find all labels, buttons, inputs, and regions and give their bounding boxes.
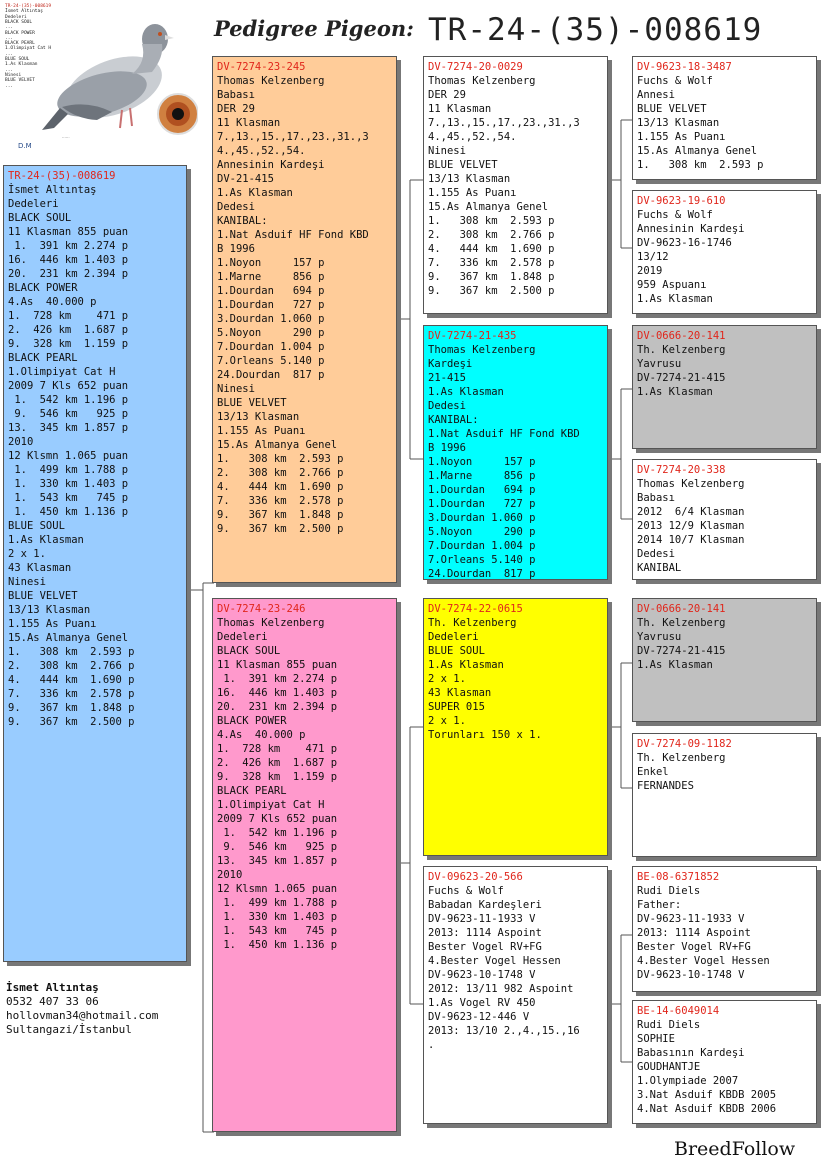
pedigree-line: Thomas Kelzenberg: [637, 478, 745, 490]
sire-sire-sire-card[interactable]: [632, 56, 817, 180]
pedigree-line: DV-21-415: [217, 173, 274, 185]
logo-mini-line: 1.As Klasman: [5, 62, 38, 68]
pedigree-line: Babası: [637, 492, 675, 504]
logo-mini-line: TR-24-(35)-008619: [5, 4, 52, 9]
pedigree-line: Th. Kelzenberg: [428, 617, 517, 629]
pedigree-line: 13/13 Klasman: [8, 604, 91, 616]
pedigree-line: 1.As Klasman: [637, 386, 713, 398]
pedigree-line: Dedesi: [637, 548, 675, 560]
logo-mini-line: ...: [5, 25, 14, 31]
pedigree-line: 4. 444 km 1.690 p: [8, 674, 135, 686]
pedigree-line: Dedeleri: [217, 631, 268, 643]
sire-dam-sire-card[interactable]: [632, 325, 817, 449]
pedigree-line: 43 Klasman: [8, 562, 72, 574]
page-title: Pedigree Pigeon:: [214, 16, 414, 41]
pedigree-line: 1. 308 km 2.593 p: [637, 159, 764, 171]
pedigree-line: DER 29: [217, 103, 255, 115]
pedigree-line: 9. 367 km 1.848 p: [8, 702, 135, 714]
pedigree-line: FERNANDES: [637, 780, 694, 792]
pedigree-line: Torunları 150 x 1.: [428, 729, 542, 741]
pedigree-line: 1.Noyon 157 p: [428, 456, 536, 468]
pedigree-line: 7.Dourdan 1.004 p: [428, 540, 536, 552]
owner-location: Sultangazi/İstanbul: [6, 1023, 132, 1036]
pedigree-line: 1. 308 km 2.593 p: [8, 646, 135, 658]
pedigree-line: 1.Dourdan 727 p: [217, 299, 325, 311]
svg-text:D.M: D.M: [18, 142, 32, 150]
pedigree-line: 1.155 As Puanı: [637, 131, 726, 143]
pedigree-line: GOUDHANTJE: [637, 1061, 701, 1073]
pedigree-line: 1.Dourdan 694 p: [428, 484, 536, 496]
pedigree-line: 15.As Almanya Genel: [637, 145, 758, 157]
pedigree-line: 13/13 Klasman: [217, 411, 300, 423]
logo-mini-line: ...: [5, 67, 14, 73]
pedigree-line: 1. 728 km 471 p: [217, 743, 338, 755]
pedigree-line: 1. 543 km 745 p: [8, 492, 129, 504]
owner-name: İsmet Altıntaş: [6, 981, 99, 994]
pedigree-line: 24.Dourdan 817 p: [428, 568, 536, 580]
logo-mini-line: ...: [5, 51, 14, 57]
pedigree-line: 2013 12/9 Klasman: [637, 520, 745, 532]
pedigree-line: Enkel: [637, 766, 669, 778]
pedigree-line: 1.Marne 856 p: [217, 271, 325, 283]
pedigree-line: Rudi Diels: [637, 885, 701, 897]
pedigree-line: 1.Olympiade 2007: [637, 1075, 739, 1087]
pedigree-line: 2. 308 km 2.766 p: [217, 467, 344, 479]
pedigree-line: B 1996: [217, 243, 255, 255]
pedigree-line: 2013: 1114 Aspoint: [637, 927, 751, 939]
pedigree-line: 21-415: [428, 372, 466, 384]
pedigree-line: Fuchs & Wolf: [637, 209, 713, 221]
pedigree-line: 4.Bester Vogel Hessen: [637, 955, 770, 967]
pedigree-line: 4.Nat Asduif KBDB 2006: [637, 1103, 777, 1115]
pedigree-line: DV-9623-10-1748 V: [637, 969, 745, 981]
pedigree-line: 15.As Almanya Genel: [8, 632, 129, 644]
logo-mini-line: Ninesi: [5, 72, 22, 78]
logo-mini-line: BLACK SOUL: [5, 19, 33, 25]
pedigree-line: BLUE VELVET: [217, 397, 287, 409]
logo-mini-line: ...: [5, 35, 14, 41]
pedigree-line: 1.As Klasman: [428, 659, 504, 671]
logo-mini-line: BLUE SOUL: [5, 57, 30, 62]
ring-number: TR-24-(35)-008619: [8, 170, 116, 182]
pedigree-line: Dedesi: [428, 400, 466, 412]
dam-sire-sire-card[interactable]: [632, 598, 817, 722]
pedigree-line: Ninesi: [217, 383, 255, 395]
pedigree-line: B 1996: [428, 442, 466, 454]
pedigree-line: 1. 450 km 1.136 p: [217, 939, 338, 951]
pedigree-line: SOPHIE: [637, 1033, 675, 1045]
pedigree-line: DV-9623-10-1748 V: [428, 969, 536, 981]
pedigree-line: DV-7274-21-415: [637, 645, 726, 657]
pedigree-line: KANIBAL:: [428, 414, 479, 426]
subject-ring-number: TR-24-(35)-008619: [428, 12, 763, 48]
pedigree-line: İsmet Altıntaş: [8, 184, 97, 196]
ring-number: DV-9623-18-3487: [637, 61, 732, 73]
pedigree-line: 1. 330 km 1.403 p: [8, 478, 129, 490]
pedigree-line: Fuchs & Wolf: [637, 75, 713, 87]
pedigree-line: 13/13 Klasman: [428, 173, 511, 185]
pedigree-line: 9. 328 km 1.159 p: [8, 338, 129, 350]
pedigree-line: 1.Olimpiyat Cat H: [8, 366, 116, 378]
pedigree-line: Th. Kelzenberg: [637, 344, 726, 356]
pedigree-line: 11 Klasman: [217, 117, 281, 129]
pedigree-line: Dedesi: [217, 201, 255, 213]
ring-number: DV-7274-22-0615: [428, 603, 523, 615]
pedigree-line: 2012: 13/11 982 Aspoint: [428, 983, 574, 995]
pedigree-line: 9. 367 km 2.500 p: [8, 716, 135, 728]
pedigree-line: 2010: [217, 869, 243, 881]
pedigree-line: 9. 367 km 2.500 p: [428, 285, 555, 297]
pedigree-line: BLUE SOUL: [428, 645, 485, 657]
pedigree-line: 20. 231 km 2.394 p: [217, 701, 338, 713]
svg-text:......: ......: [62, 134, 70, 139]
pedigree-line: 3.Dourdan 1.060 p: [217, 313, 325, 325]
pedigree-line: 12 Klsmn 1.065 puan: [8, 450, 129, 462]
pedigree-line: 4. 444 km 1.690 p: [217, 481, 344, 493]
pedigree-line: Babadan Kardeşleri: [428, 899, 542, 911]
pedigree-line: Yavrusu: [637, 358, 682, 370]
pedigree-line: 2012 6/4 Klasman: [637, 506, 745, 518]
pedigree-line: 12 Klsmn 1.065 puan: [217, 883, 338, 895]
pedigree-line: 1. 543 km 745 p: [217, 925, 338, 937]
pedigree-line: Annesinin Kardeşi: [217, 159, 325, 171]
dam-dam-card[interactable]: [423, 866, 608, 1124]
dam-card[interactable]: [212, 598, 397, 1132]
pedigree-line: DV-9623-12-446 V: [428, 1011, 530, 1023]
pedigree-line: 2 x 1.: [428, 715, 466, 727]
pedigree-line: 1.As Vogel RV 450: [428, 997, 536, 1009]
pedigree-line: Dedeleri: [8, 198, 59, 210]
pedigree-line: DER 29: [428, 89, 466, 101]
pedigree-line: 13/12: [637, 251, 669, 263]
pedigree-line: 3.Nat Asduif KBDB 2005: [637, 1089, 777, 1101]
pedigree-line: 1.155 As Puanı: [217, 425, 306, 437]
pedigree-line: Annesinin Kardeşi: [637, 223, 745, 235]
dam-sire-dam-card[interactable]: [632, 733, 817, 857]
pedigree-line: 20. 231 km 2.394 p: [8, 268, 129, 280]
dam-sire-card[interactable]: [423, 598, 608, 856]
pedigree-line: 1. 391 km 2.274 p: [217, 673, 338, 685]
sire-sire-card[interactable]: [423, 56, 608, 314]
pedigree-line: 11 Klasman 855 puan: [8, 226, 129, 238]
pedigree-line: 4.Bester Vogel Hessen: [428, 955, 561, 967]
pedigree-line: 2013: 1114 Aspoint: [428, 927, 542, 939]
dam-dam-sire-card[interactable]: [632, 866, 817, 992]
pedigree-line: 9. 367 km 1.848 p: [217, 509, 344, 521]
ring-number: DV-7274-23-246: [217, 603, 306, 615]
pedigree-line: 1. 330 km 1.403 p: [217, 911, 338, 923]
pedigree-line: 1.155 As Puanı: [428, 187, 517, 199]
pedigree-line: 2009 7 Kls 652 puan: [217, 813, 338, 825]
pedigree-line: 1.Olimpiyat Cat H: [217, 799, 325, 811]
pedigree-line: 2. 308 km 2.766 p: [8, 660, 135, 672]
pedigree-line: 4. 444 km 1.690 p: [428, 243, 555, 255]
sire-dam-card[interactable]: [423, 325, 608, 580]
pedigree-line: Th. Kelzenberg: [637, 752, 726, 764]
pedigree-line: 1.Noyon 157 p: [217, 257, 325, 269]
pedigree-line: 11 Klasman 855 puan: [217, 659, 338, 671]
pedigree-line: Thomas Kelzenberg: [217, 75, 325, 87]
pedigree-line: 7. 336 km 2.578 p: [8, 688, 135, 700]
pedigree-line: BLUE VELVET: [8, 590, 78, 602]
pedigree-line: 13. 345 km 1.857 p: [217, 855, 338, 867]
pedigree-line: 9. 328 km 1.159 p: [217, 771, 338, 783]
pedigree-line: BLACK SOUL: [217, 645, 281, 657]
pedigree-line: Yavrusu: [637, 631, 682, 643]
pedigree-line: BLACK PEARL: [217, 785, 287, 797]
logo-mini-line: Dedeleri: [5, 14, 27, 20]
pedigree-line: 4.As 40.000 p: [217, 729, 306, 741]
pedigree-line: 7.Orleans 5.140 p: [217, 355, 325, 367]
pedigree-line: BLUE VELVET: [428, 159, 498, 171]
pedigree-line: 1. 499 km 1.788 p: [217, 897, 338, 909]
pedigree-line: 16. 446 km 1.403 p: [8, 254, 129, 266]
pedigree-line: 9. 546 km 925 p: [8, 408, 129, 420]
pedigree-line: 2010: [8, 436, 34, 448]
ring-number: DV-7274-09-1182: [637, 738, 732, 750]
pedigree-line: 1. 499 km 1.788 p: [8, 464, 129, 476]
pedigree-line: 1. 542 km 1.196 p: [8, 394, 129, 406]
pedigree-line: 1.As Klasman: [217, 187, 293, 199]
ring-number: BE-14-6049014: [637, 1005, 720, 1017]
pedigree-line: 1.Marne 856 p: [428, 470, 536, 482]
pedigree-line: Ninesi: [428, 145, 466, 157]
pedigree-line: 2. 308 km 2.766 p: [428, 229, 555, 241]
pedigree-line: Annesi: [637, 89, 675, 101]
logo-mini-line: BLACK POWER: [5, 30, 35, 36]
pedigree-line: 7.Dourdan 1.004 p: [217, 341, 325, 353]
pedigree-line: DV-9623-16-1746: [637, 237, 732, 249]
pedigree-line: 2013: 13/10 2.,4.,15.,16: [428, 1025, 580, 1037]
ring-number: DV-0666-20-141: [637, 603, 726, 615]
pedigree-line: 4.As 40.000 p: [8, 296, 97, 308]
pedigree-line: 1.Dourdan 727 p: [428, 498, 536, 510]
pedigree-line: Thomas Kelzenberg: [428, 344, 536, 356]
pedigree-line: 13/13 Klasman: [637, 117, 720, 129]
pedigree-line: KANIBAL:: [217, 215, 268, 227]
pedigree-line: 7.,13.,15.,17.,23.,31.,3: [428, 117, 580, 129]
logo-mini-line: 1.Olimpiyat Cat H: [5, 46, 52, 52]
pedigree-line: 2 x 1.: [8, 548, 46, 560]
pedigree-line: 4.,45.,52.,54.: [428, 131, 517, 143]
pedigree-line: BLACK POWER: [8, 282, 78, 294]
pedigree-line: 959 Aspuanı: [637, 279, 707, 291]
pedigree-line: 2014 10/7 Klasman: [637, 534, 745, 546]
pedigree-line: 4.,45.,52.,54.: [217, 145, 306, 157]
pedigree-line: BLUE SOUL: [8, 520, 65, 532]
pedigree-line: 5.Noyon 290 p: [217, 327, 325, 339]
ring-number: BE-08-6371852: [637, 871, 720, 883]
pedigree-line: 1. 450 km 1.136 p: [8, 506, 129, 518]
ring-number: DV-7274-23-245: [217, 61, 306, 73]
pedigree-line: 1.Dourdan 694 p: [217, 285, 325, 297]
pedigree-line: BLACK POWER: [217, 715, 287, 727]
sire-card[interactable]: [212, 56, 397, 583]
pedigree-line: 15.As Almanya Genel: [428, 201, 549, 213]
pedigree-line: 3.Dourdan 1.060 p: [428, 512, 536, 524]
pedigree-line: SUPER 015: [428, 701, 485, 713]
pedigree-line: 1.Nat Asduif HF Fond KBD: [217, 229, 369, 241]
pedigree-line: .: [428, 1039, 435, 1051]
sire-dam-dam-card[interactable]: [632, 459, 817, 580]
pedigree-line: 15.As Almanya Genel: [217, 439, 338, 451]
pedigree-line: 1.As Klasman: [637, 659, 713, 671]
pedigree-line: 1.155 As Puanı: [8, 618, 97, 630]
pedigree-line: 11 Klasman: [428, 103, 492, 115]
pedigree-line: 7. 336 km 2.578 p: [217, 495, 344, 507]
pedigree-line: 2 x 1.: [428, 673, 466, 685]
pedigree-line: 2. 426 km 1.687 p: [217, 757, 338, 769]
pedigree-line: 1.As Klasman: [637, 293, 713, 305]
dam-dam-dam-card[interactable]: [632, 1000, 817, 1124]
owner-contact: [6, 981, 158, 1037]
owner-email[interactable]: hollovman34@hotmail.com: [6, 1009, 159, 1022]
pedigree-line: 1. 728 km 471 p: [8, 310, 129, 322]
pedigree-line: Th. Kelzenberg: [637, 617, 726, 629]
pedigree-line: Babası: [217, 89, 255, 101]
pedigree-line: DV-9623-11-1933 V: [428, 913, 536, 925]
logo-mini-line: BLUE VELVET: [5, 78, 35, 84]
ring-number: DV-09623-20-566: [428, 871, 523, 883]
pedigree-line: Fuchs & Wolf: [428, 885, 504, 897]
ring-number: DV-7274-21-435: [428, 330, 517, 342]
pedigree-line: 43 Klasman: [428, 687, 492, 699]
logo-mini-line: ...: [5, 83, 14, 89]
pedigree-line: 1. 542 km 1.196 p: [217, 827, 338, 839]
ring-number: DV-0666-20-141: [637, 330, 726, 342]
pedigree-line: Thomas Kelzenberg: [217, 617, 325, 629]
pedigree-line: 1. 308 km 2.593 p: [428, 215, 555, 227]
pedigree-line: Kardeşi: [428, 358, 473, 370]
pedigree-line: Babasının Kardeşi: [637, 1047, 745, 1059]
ring-number: DV-9623-19-610: [637, 195, 726, 207]
pedigree-line: 9. 367 km 2.500 p: [217, 523, 344, 535]
sire-sire-dam-card[interactable]: [632, 190, 817, 314]
pedigree-line: Rudi Diels: [637, 1019, 701, 1031]
pedigree-line: 1.Nat Asduif HF Fond KBD: [428, 428, 580, 440]
logo-mini-line: İsmet Altıntaş: [5, 9, 43, 15]
pedigree-line: 9. 367 km 1.848 p: [428, 271, 555, 283]
pedigree-line: BLACK PEARL: [8, 352, 78, 364]
pedigree-line: 2. 426 km 1.687 p: [8, 324, 129, 336]
pedigree-line: 7.Orleans 5.140 p: [428, 554, 536, 566]
ring-number: DV-7274-20-338: [637, 464, 726, 476]
pedigree-line: 5.Noyon 290 p: [428, 526, 536, 538]
pedigree-line: 1. 308 km 2.593 p: [217, 453, 344, 465]
pedigree-line: 24.Dourdan 817 p: [217, 369, 325, 381]
pedigree-line: BLACK SOUL: [8, 212, 72, 224]
pedigree-line: Father:: [637, 899, 682, 911]
pedigree-line: BLUE VELVET: [637, 103, 707, 115]
owner-phone: 0532 407 33 06: [6, 995, 99, 1008]
pedigree-line: Bester Vogel RV+FG: [637, 941, 751, 953]
pedigree-line: DV-9623-11-1933 V: [637, 913, 745, 925]
ring-number: DV-7274-20-0029: [428, 61, 523, 73]
pedigree-line: 13. 345 km 1.857 p: [8, 422, 129, 434]
logo-mini-line: BLACK PEARL: [5, 41, 35, 47]
pedigree-line: 7.,13.,15.,17.,23.,31.,3: [217, 131, 369, 143]
pedigree-line: 1.As Klasman: [428, 386, 504, 398]
pedigree-line: Bester Vogel RV+FG: [428, 941, 542, 953]
pedigree-line: Dedeleri: [428, 631, 479, 643]
brand-footer: BreedFollow: [674, 1138, 796, 1160]
pedigree-line: Thomas Kelzenberg: [428, 75, 536, 87]
pedigree-line: KANIBAL: [637, 562, 682, 574]
subject-card[interactable]: [3, 165, 187, 962]
pedigree-line: Ninesi: [8, 576, 46, 588]
pedigree-line: DV-7274-21-415: [637, 372, 726, 384]
pedigree-line: 1. 391 km 2.274 p: [8, 240, 129, 252]
pedigree-line: 2009 7 Kls 652 puan: [8, 380, 129, 392]
pedigree-line: 1.As Klasman: [8, 534, 84, 546]
pedigree-line: 2019: [637, 265, 663, 277]
pedigree-line: 16. 446 km 1.403 p: [217, 687, 338, 699]
pedigree-line: 9. 546 km 925 p: [217, 841, 338, 853]
pedigree-line: 7. 336 km 2.578 p: [428, 257, 555, 269]
